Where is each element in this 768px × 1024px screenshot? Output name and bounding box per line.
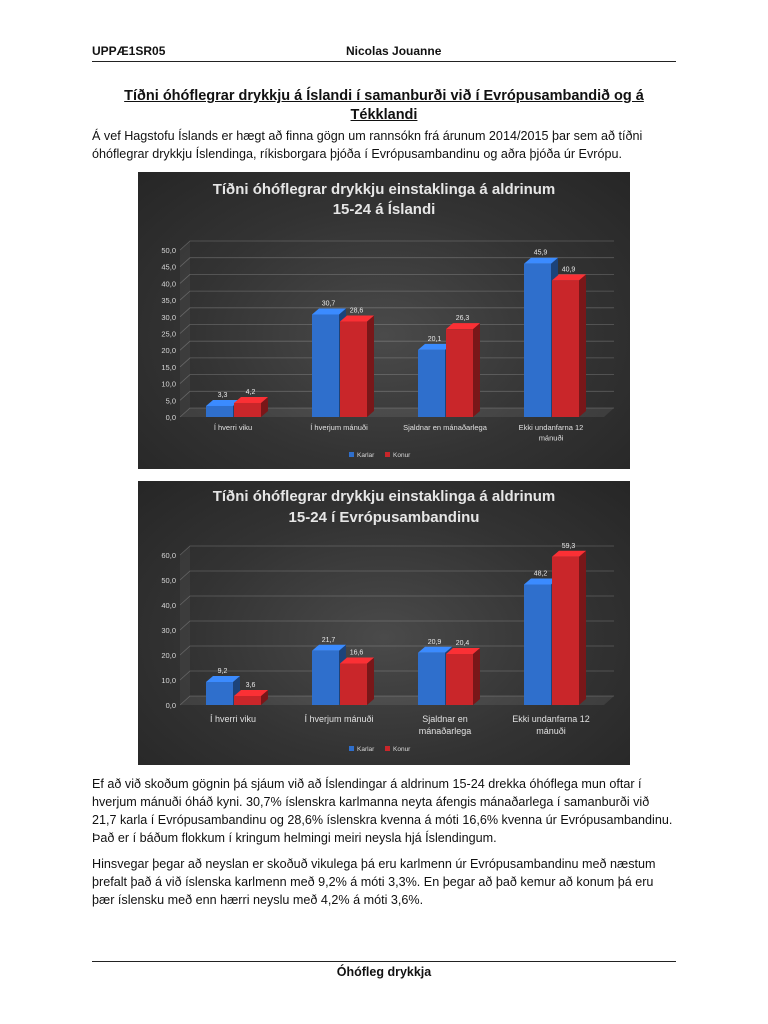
chart-iceland <box>138 172 630 469</box>
legend-entry: Konur <box>393 746 411 753</box>
y-tick-label: 15,0 <box>161 362 176 372</box>
y-tick-label: 40,0 <box>161 601 176 610</box>
bar-front-face <box>524 264 551 417</box>
x-category-label: Í hverri viku <box>209 714 257 724</box>
x-category-label: Ekki undanfarna 12 <box>518 423 584 432</box>
data-label: 3,3 <box>217 391 228 399</box>
y-tick-label: 40,0 <box>161 279 176 289</box>
bar-front-face <box>234 696 261 705</box>
analysis-paragraph-1: Ef að við skoðum gögnin þá sjáum við að Íslendingar á aldrinum 15-24 drekka óhóflega mun oftar í hverjum mánuði óháð kyni. 30,7% íslenskra karlmanna neyta áfengis mánaðarlega í samanburði við 21,7 karla í Evrópusambandinu og 28,6% íslenskra kvenna á móti 16,6% kvenna úr Evrópusambandinu. Það er í báðum flokkum í kringum helmingi meiri neysla hjá Íslendingum. <box>92 777 673 845</box>
y-tick-label: 25,0 <box>161 329 176 339</box>
chart-svg <box>138 481 630 765</box>
bar-front-face <box>418 350 445 417</box>
document-title: Tíðni óhóflegrar drykkju á Íslandi í samanburði við í Evrópusambandið og á Tékklandi <box>124 88 644 123</box>
x-category-label: mánuði <box>536 726 566 736</box>
page-footer: Óhófleg drykkja <box>92 961 676 979</box>
bar-konur <box>234 690 268 705</box>
data-label: 26,3 <box>455 315 470 323</box>
data-label: 16,6 <box>349 649 364 657</box>
data-label: 20,9 <box>427 638 442 646</box>
bar-konur <box>340 315 374 417</box>
bar-side-face <box>579 274 586 417</box>
chart-gridline <box>180 546 614 555</box>
x-category-label: Í hverjum mánuði <box>304 714 374 724</box>
x-category-label: Sjaldnar en mánaðarlega <box>403 423 487 432</box>
legend-swatch <box>385 452 390 457</box>
y-tick-label: 20,0 <box>161 651 176 660</box>
analysis-paragraph-2: Hinsvegar þegar að neyslan er skoðuð vikulega þá eru karlmenn úr Evrópusambandinu með næstum þrefalt það á við íslenska karlmenn með 9,2% á móti 3,3%. En þegar að það kemur að konum þá eru þær íslensku með enn hærri neyslu með 4,2% á móti 3,6%. <box>92 857 656 907</box>
data-label: 48,2 <box>533 570 548 578</box>
y-tick-label: 30,0 <box>161 626 176 635</box>
legend-entry: Konur <box>393 452 411 459</box>
bar-front-face <box>234 403 261 417</box>
data-label: 20,4 <box>455 640 470 647</box>
data-label: 30,7 <box>321 300 336 308</box>
data-label: 9,2 <box>217 668 228 675</box>
x-category-label: Í hverjum mánuði <box>310 423 368 432</box>
bar-front-face <box>340 321 367 417</box>
bar-side-face <box>367 658 374 706</box>
bar-front-face <box>206 682 233 705</box>
y-tick-label: 5,0 <box>165 396 176 406</box>
course-code: UPPÆ1SR05 <box>92 44 166 58</box>
bar-konur <box>446 648 480 705</box>
bar-front-face <box>552 557 579 705</box>
bar-front-face <box>312 314 339 417</box>
chart-gridline <box>180 241 614 250</box>
bar-konur <box>340 658 374 706</box>
chart-title-line: 15-24 á Íslandi <box>332 201 436 218</box>
legend-swatch <box>349 452 354 457</box>
data-label: 3,6 <box>245 682 256 689</box>
x-category-label: Ekki undanfarna 12 <box>512 714 590 724</box>
y-tick-label: 60,0 <box>161 551 176 560</box>
y-tick-label: 20,0 <box>161 346 176 356</box>
y-tick-label: 10,0 <box>161 379 176 389</box>
x-category-label: Sjaldnar en <box>422 714 468 724</box>
bar-side-face <box>579 551 586 705</box>
bar-konur <box>552 551 586 705</box>
y-tick-label: 10,0 <box>161 676 176 685</box>
data-label: 4,2 <box>245 388 256 396</box>
y-tick-label: 35,0 <box>161 296 176 306</box>
chart-svg <box>138 172 630 469</box>
bar-side-face <box>473 323 480 417</box>
y-tick-label: 45,0 <box>161 262 176 272</box>
data-label: 28,6 <box>349 307 364 315</box>
bar-front-face <box>524 585 551 706</box>
x-category-label: Í hverri viku <box>213 423 253 432</box>
data-label: 59,3 <box>561 542 576 550</box>
bar-front-face <box>418 653 445 705</box>
chart-title-line: Tíðni óhóflegrar drykkju einstaklinga á aldrinum <box>212 181 556 198</box>
page-header <box>92 41 676 62</box>
legend-entry: Karlar <box>357 746 375 753</box>
bar-konur <box>552 274 586 417</box>
chart-title-line: Tíðni óhóflegrar drykkju einstaklinga á aldrinum <box>212 488 556 505</box>
chart-title-line: 15-24 í Evrópusambandinu <box>288 509 480 526</box>
bar-side-face <box>473 648 480 705</box>
y-tick-label: 50,0 <box>161 576 176 585</box>
data-label: 45,9 <box>533 249 548 257</box>
y-tick-label: 0,0 <box>165 413 176 422</box>
bar-side-face <box>367 315 374 417</box>
data-label: 21,7 <box>321 636 336 644</box>
y-tick-label: 30,0 <box>161 312 176 322</box>
bar-front-face <box>340 664 367 706</box>
y-tick-label: 0,0 <box>165 701 176 710</box>
x-category-label: mánuði <box>538 433 564 443</box>
bar-front-face <box>312 651 339 705</box>
bar-konur <box>446 323 480 417</box>
data-label: 40,9 <box>561 266 576 274</box>
data-label: 20,1 <box>427 335 442 343</box>
bar-front-face <box>206 406 233 417</box>
legend-swatch <box>385 746 390 751</box>
legend-swatch <box>349 746 354 751</box>
chart-eu <box>138 481 630 765</box>
bar-front-face <box>446 329 473 417</box>
y-tick-label: 50,0 <box>161 246 176 255</box>
intro-paragraph: Á vef Hagstofu Íslands er hægt að finna gögn um rannsókn frá árunum 2014/2015 þar sem að tíðni óhóflegrar drykkju Íslendinga, ríkisborgara þjóða í Evrópusambandinu og aðra þjóða úr Evrópu. <box>92 129 643 161</box>
bar-front-face <box>446 654 473 705</box>
bar-front-face <box>552 280 579 417</box>
bar-konur <box>234 397 268 417</box>
legend-entry: Karlar <box>357 452 375 459</box>
author-name: Nicolas Jouanne <box>346 44 442 58</box>
x-category-label: mánaðarlega <box>418 726 472 736</box>
